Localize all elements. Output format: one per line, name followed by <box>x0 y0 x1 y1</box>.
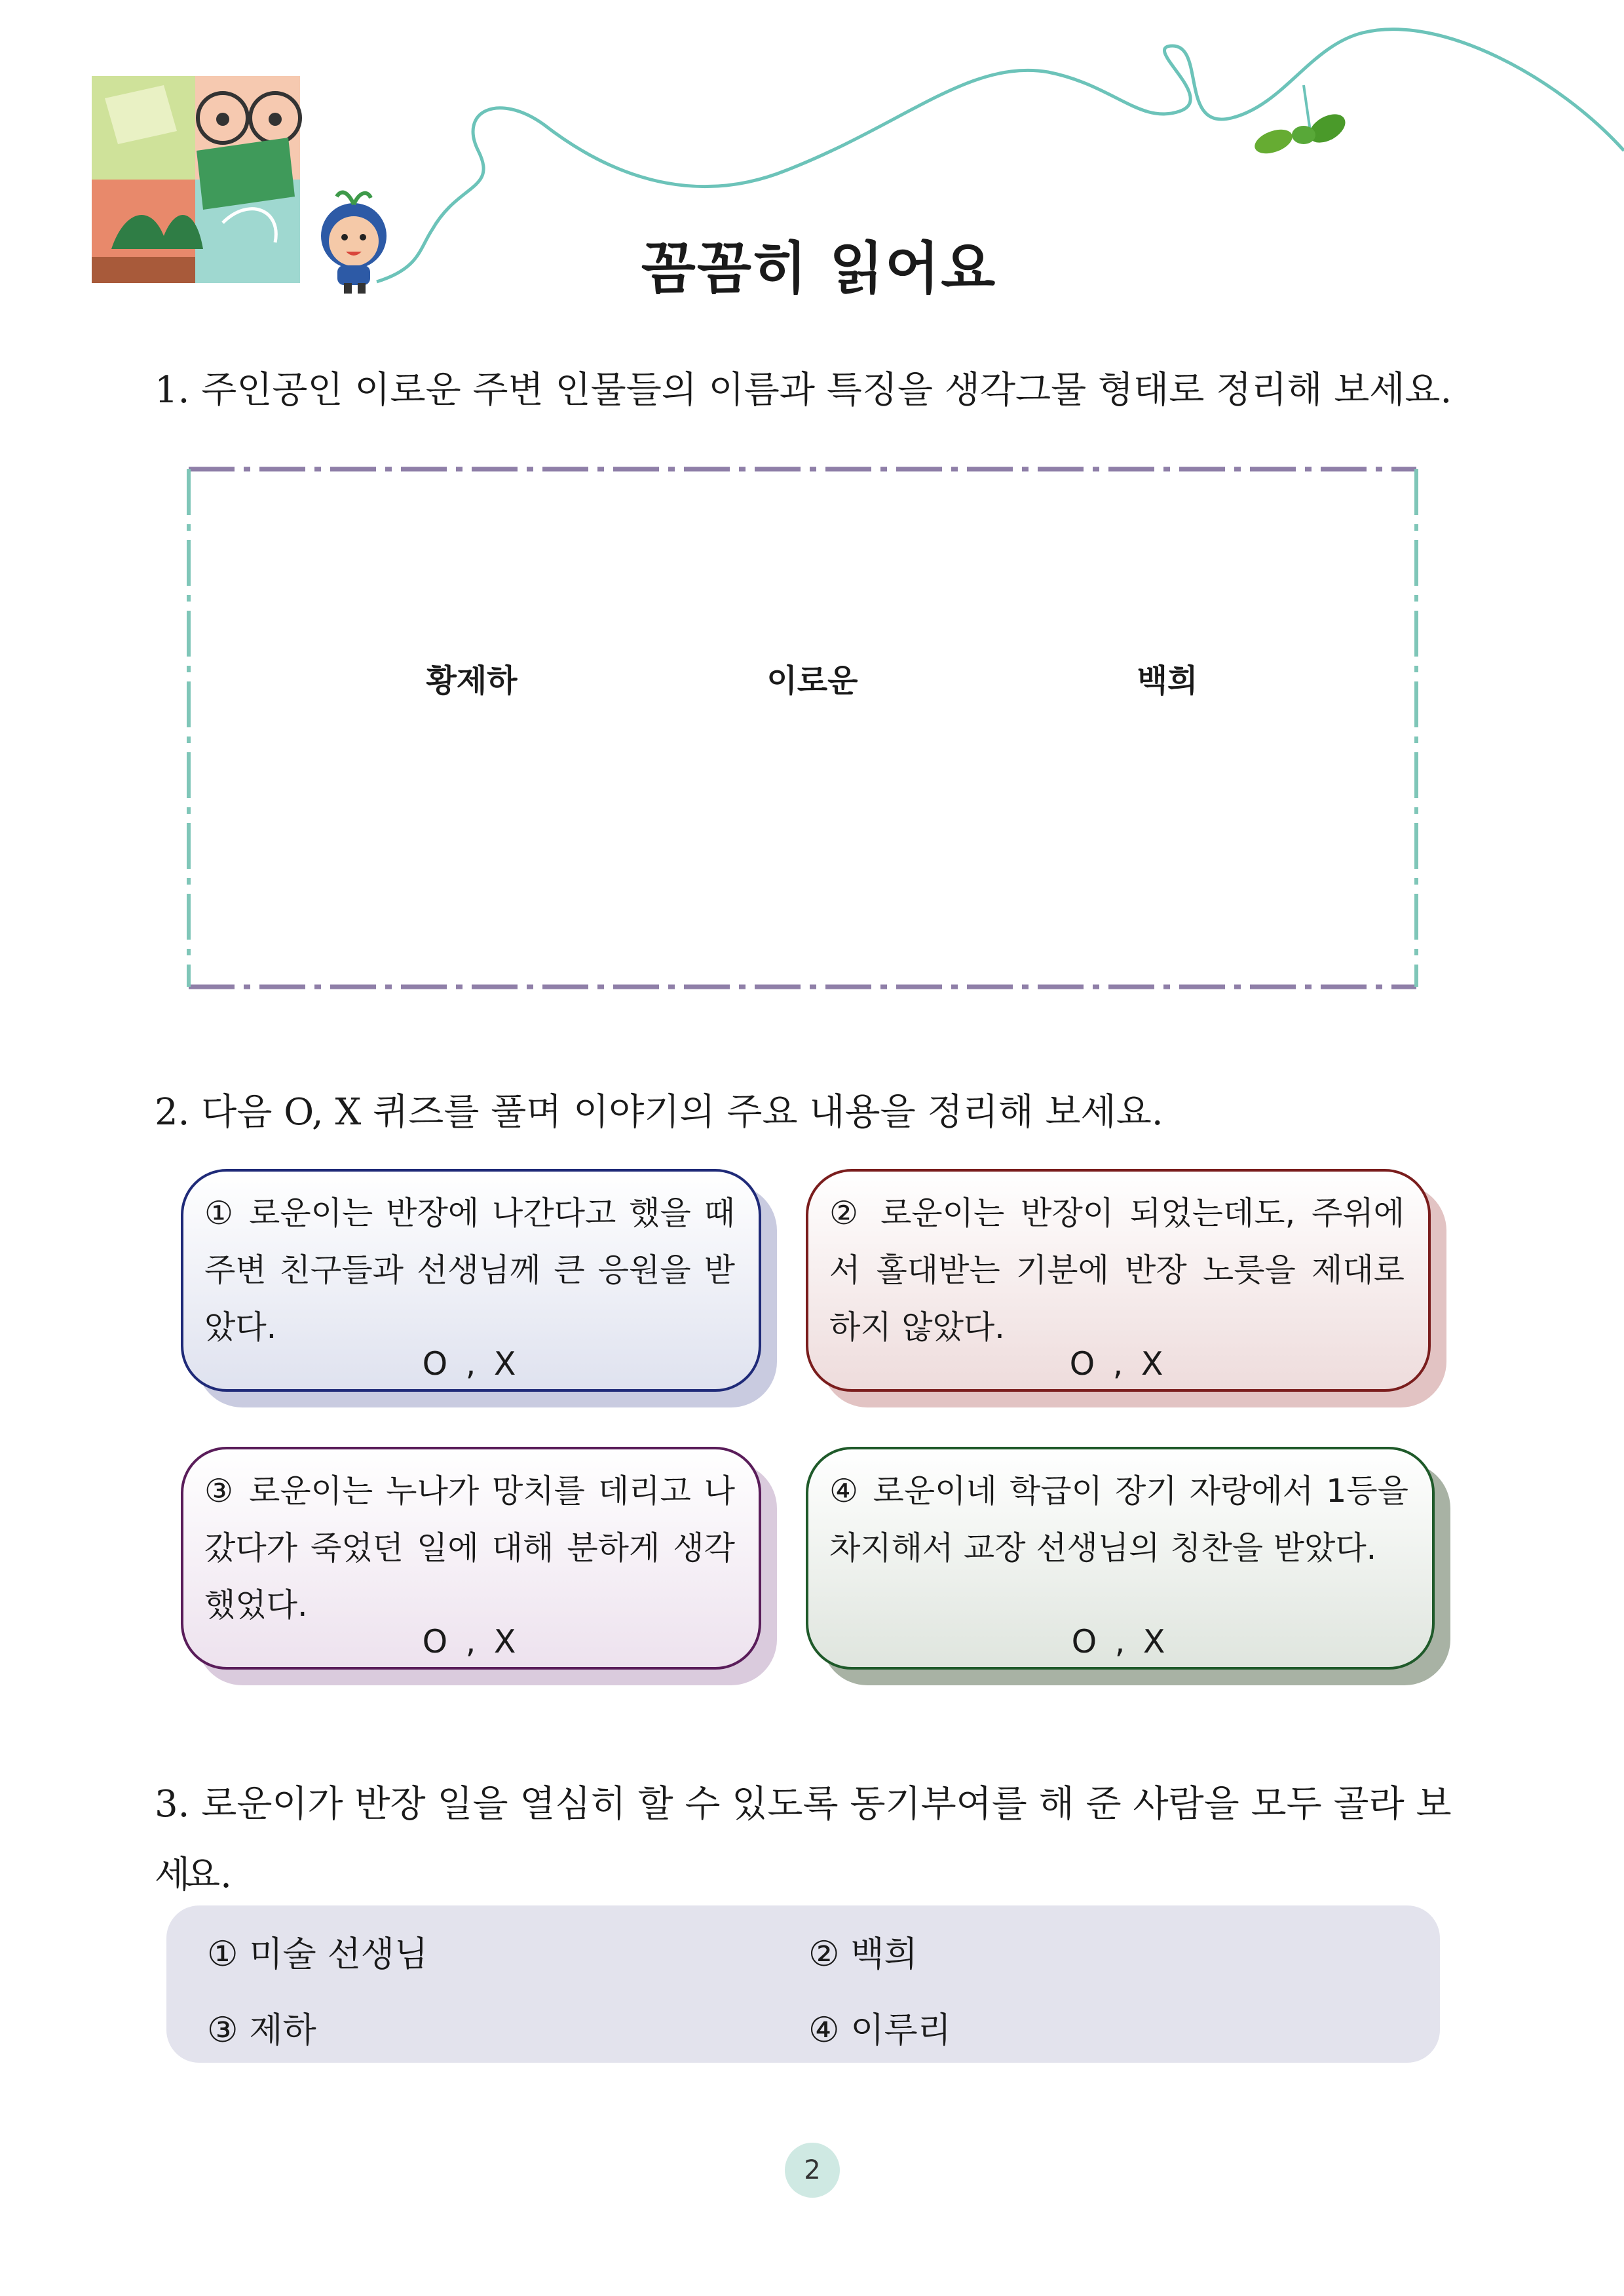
quiz-statement-3: ③ 로운이는 누나가 망치를 데리고 나갔다가 죽었던 일에 대해 분하게 생각했었다. <box>204 1472 735 1624</box>
quiz-ox-choice-3[interactable]: O , X <box>422 1623 520 1660</box>
quiz-statement-2: ② 로운이는 반장이 되었는데도, 주위에서 홀대받는 기분에 반장 노릇을 제대로 하지 않았다. <box>829 1195 1405 1346</box>
choice-2[interactable]: ② 백희 <box>808 1934 918 1974</box>
question-3-line-2: 요. <box>185 1854 232 1896</box>
quiz-card-4 <box>806 1447 1435 1670</box>
quiz-ox-choice-1[interactable]: O , X <box>422 1345 520 1383</box>
quiz-ox-choice-2[interactable]: O , X <box>1069 1345 1167 1383</box>
mind-map-name-2: 이로운 <box>766 662 858 699</box>
quiz-card-3 <box>181 1447 761 1670</box>
book-reading-illustration <box>92 76 300 283</box>
quiz-ox-choice-4[interactable]: O , X <box>1071 1623 1169 1660</box>
quiz-card-2 <box>806 1169 1431 1392</box>
quiz-statement-4: ④ 로운이네 학급이 장기 자랑에서 1등을 차지해서 교장 선생님의 칭찬을 받았다. <box>829 1472 1408 1567</box>
choice-4[interactable]: ④ 이루리 <box>808 2010 951 2050</box>
sprout-icon <box>1251 85 1350 158</box>
page-title: 꼼꼼히 읽어요 <box>641 236 997 301</box>
quiz-statement-1: ① 로운이는 반장에 나간다고 했을 때 주변 친구들과 선생님께 큰 응원을 받았다. <box>204 1195 735 1346</box>
quiz-card-1 <box>181 1169 761 1392</box>
mind-map-name-3: 백희 <box>1137 662 1198 699</box>
question-1: 1. 주인공인 이로운 주변 인물들의 이름과 특징을 생각그물 형태로 정리해 보세요. <box>155 369 1452 411</box>
boy-mascot-icon <box>321 193 387 294</box>
choice-1[interactable]: ① 미술 선생님 <box>207 1934 428 1974</box>
mind-map-area <box>186 467 1419 989</box>
question-3-line-1: 3. 로운이가 반장 일을 열심히 할 수 있도록 동기부여를 해 준 사람을 모두 골라 보세 <box>155 1783 1452 1896</box>
page-number: 2 <box>785 2143 840 2198</box>
mind-map-name-1: 황제하 <box>426 662 518 699</box>
choice-3[interactable]: ③ 제하 <box>207 2010 316 2050</box>
question-2: 2. 다음 O, X 퀴즈를 풀며 이야기의 주요 내용을 정리해 보세요. <box>155 1091 1163 1134</box>
